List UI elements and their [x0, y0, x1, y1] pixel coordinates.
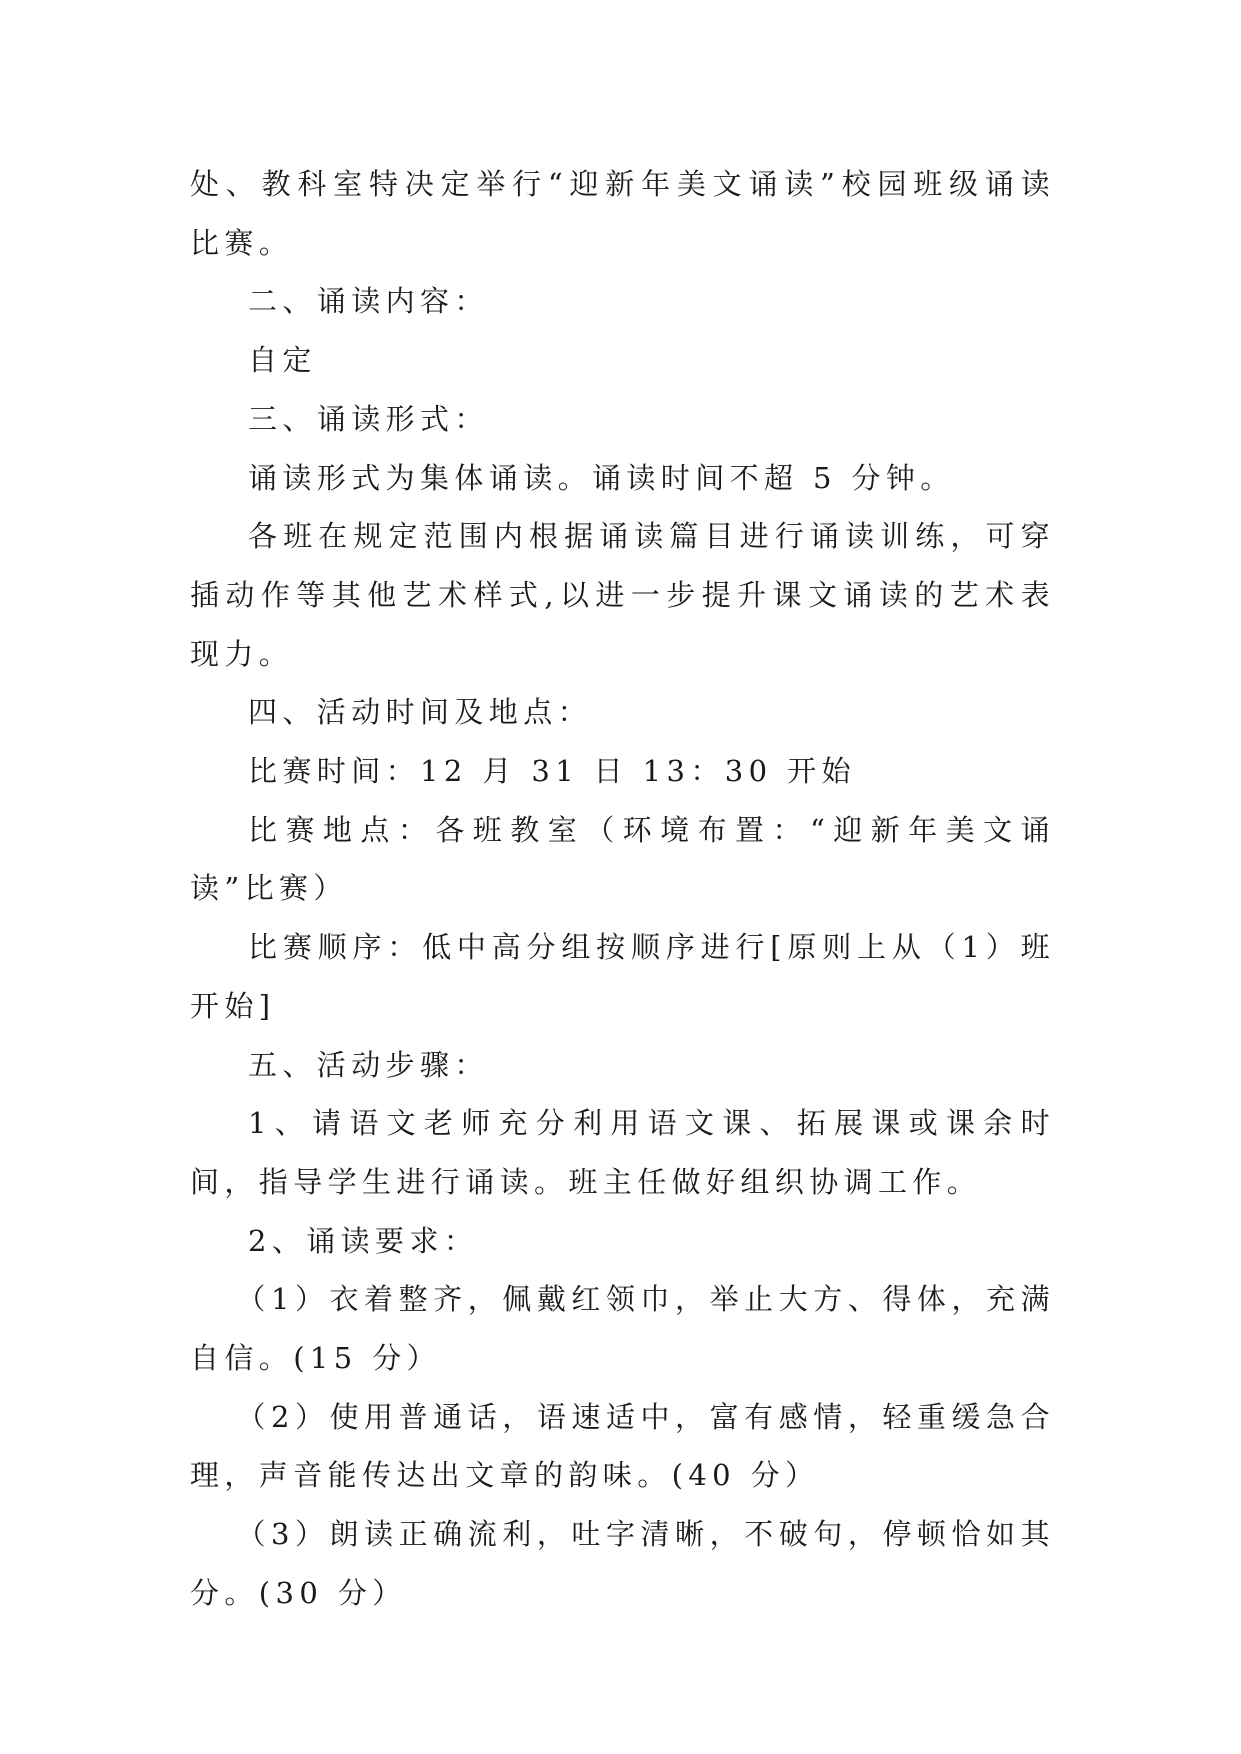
paragraph-step-1: 1、请语文老师充分利用语文课、拓展课或课余时间，指导学生进行诵读。班主任做好组织协调工作。 [190, 1106, 1055, 1199]
paragraph-reading-form: 诵读形式为集体诵读。诵读时间不超 5 分钟。 [248, 460, 955, 495]
section-heading-activity-steps: 五、活动步骤： [248, 1047, 489, 1082]
document-body [190, 155, 1055, 1623]
section-heading-reading-content: 二、诵读内容： [248, 284, 489, 319]
paragraph-contest-place: 比赛地点：各班教室（环境布置：“迎新年美文诵读”比赛） [190, 812, 1055, 906]
paragraph-intro-continuation: 处、教科室特决定举行“迎新年美文诵读”校园班级诵读比赛。 [190, 167, 1055, 260]
paragraph-requirement-3: （3）朗读正确流利，吐字清晰，不破句，停顿恰如其分。(30 分） [190, 1517, 1055, 1610]
paragraph-reading-training: 各班在规定范围内根据诵读篇目进行诵读训练，可穿插动作等其他艺术样式,以进一步提升课文诵读的艺术表现力。 [190, 519, 1055, 671]
paragraph-contest-time: 比赛时间：12 月 31 日 13：30 开始 [248, 754, 856, 789]
paragraph-step-2: 2、诵读要求： [248, 1223, 479, 1258]
paragraph-contest-order: 比赛顺序：低中高分组按顺序进行[原则上从（1）班开始] [190, 930, 1055, 1023]
section-heading-time-place: 四、活动时间及地点： [248, 695, 593, 730]
paragraph-requirement-1: （1）衣着整齐，佩戴红领巾，举止大方、得体，充满自信。(15 分） [190, 1282, 1055, 1376]
section-heading-reading-form: 三、诵读形式： [248, 401, 489, 436]
paragraph-requirement-2: （2）使用普通话，语速适中，富有感情，轻重缓急合理，声音能传达出文章的韵味。(40 分） [190, 1399, 1055, 1493]
paragraph-reading-content: 自定 [248, 343, 317, 378]
